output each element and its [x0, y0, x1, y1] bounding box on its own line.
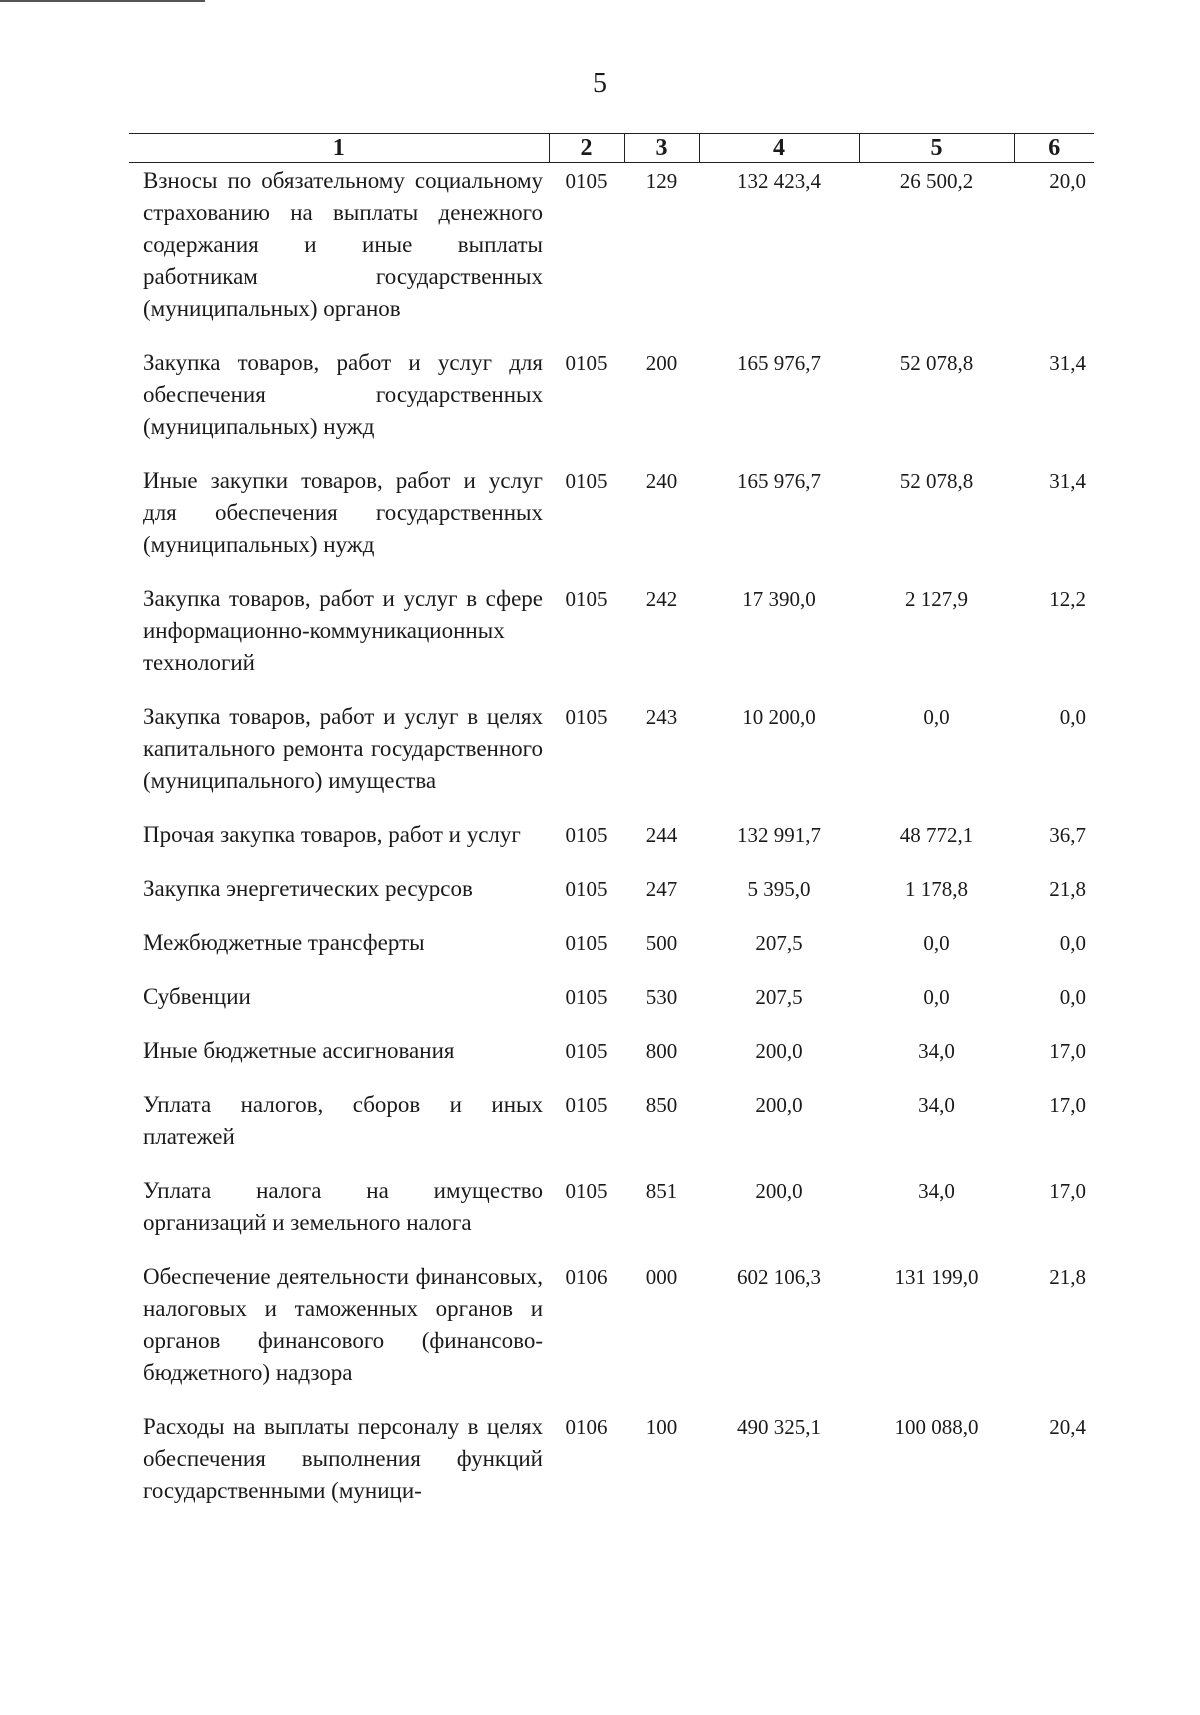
table-row [129, 1411, 1094, 1529]
row-execution-percent: 12,2 [1049, 587, 1086, 611]
row-expense-type-code: 500 [645, 931, 678, 955]
row-plan-amount: 132 991,7 [737, 823, 821, 847]
page-number: 5 [593, 68, 607, 99]
row-section-code: 0105 [565, 823, 608, 847]
row-description: Закупка товаров, работ и услуг в целях капитального ремонта государственного (муниципального) имущества [143, 704, 543, 793]
row-execution-percent: 21,8 [1049, 877, 1086, 901]
row-actual-amount: 0,0 [923, 985, 950, 1009]
row-plan-amount: 200,0 [755, 1093, 803, 1117]
row-plan-amount: 17 390,0 [742, 587, 816, 611]
row-section-code: 0105 [565, 1093, 608, 1117]
row-description: Взносы по обязательному социальному страхованию на выплаты денежного содержания и иные выплаты работникам государственных (муниципальных) органов [143, 168, 543, 321]
row-description: Уплата налога на имущество организаций и земельного налога [143, 1178, 543, 1235]
table-row [129, 981, 1094, 1035]
row-actual-amount: 2 127,9 [905, 587, 968, 611]
table-row [129, 701, 1094, 819]
row-description: Обеспечение деятельности финансовых, налоговых и таможенных органов и органов финансового (финансово-бюджетного) надзора [143, 1264, 543, 1385]
row-plan-amount: 200,0 [755, 1179, 803, 1203]
row-actual-amount: 1 178,8 [905, 877, 968, 901]
row-expense-type-code: 800 [645, 1039, 678, 1063]
row-actual-amount: 0,0 [923, 705, 950, 729]
row-plan-amount: 5 395,0 [747, 877, 811, 901]
row-plan-amount: 490 325,1 [737, 1415, 821, 1439]
row-description: Межбюджетные трансферты [143, 930, 425, 955]
table-row [129, 583, 1094, 701]
row-execution-percent: 17,0 [1049, 1179, 1086, 1203]
row-execution-percent: 31,4 [1049, 351, 1086, 375]
row-expense-type-code: 240 [645, 469, 678, 493]
row-plan-amount: 207,5 [755, 985, 803, 1009]
column-header: 2 [549, 134, 624, 163]
row-description: Субвенции [143, 984, 251, 1009]
row-execution-percent: 0,0 [1059, 705, 1086, 729]
row-plan-amount: 207,5 [755, 931, 803, 955]
row-expense-type-code: 100 [645, 1415, 678, 1439]
row-actual-amount: 34,0 [918, 1093, 955, 1117]
table-row [129, 1035, 1094, 1089]
row-plan-amount: 10 200,0 [742, 705, 816, 729]
table-row [129, 927, 1094, 981]
row-execution-percent: 20,4 [1049, 1415, 1086, 1439]
row-section-code: 0105 [565, 587, 608, 611]
table-header-row [129, 134, 1094, 163]
table-row [129, 1261, 1094, 1411]
row-section-code: 0106 [565, 1415, 608, 1439]
row-expense-type-code: 850 [645, 1093, 678, 1117]
row-section-code: 0105 [565, 985, 608, 1009]
row-description: Расходы на выплаты персоналу в целях обеспечения выполнения функций государственными (муници- [143, 1414, 543, 1503]
table-body [129, 163, 1094, 1530]
row-description: Закупка энергетических ресурсов [143, 876, 473, 901]
row-expense-type-code: 247 [645, 877, 678, 901]
row-expense-type-code: 243 [645, 705, 678, 729]
row-execution-percent: 20,0 [1049, 169, 1086, 193]
row-plan-amount: 602 106,3 [737, 1265, 821, 1289]
row-execution-percent: 17,0 [1049, 1093, 1086, 1117]
row-section-code: 0105 [565, 931, 608, 955]
row-execution-percent: 0,0 [1059, 985, 1086, 1009]
row-execution-percent: 31,4 [1049, 469, 1086, 493]
row-execution-percent: 17,0 [1049, 1039, 1086, 1063]
row-actual-amount: 26 500,2 [899, 169, 974, 193]
row-expense-type-code: 530 [645, 985, 678, 1009]
row-section-code: 0106 [565, 1265, 608, 1289]
scan-edge-line [0, 0, 205, 2]
row-execution-percent: 0,0 [1059, 931, 1086, 955]
row-execution-percent: 36,7 [1049, 823, 1086, 847]
row-section-code: 0105 [565, 351, 608, 375]
table-row [129, 347, 1094, 465]
row-description: Прочая закупка товаров, работ и услуг [143, 822, 521, 847]
row-description: Иные бюджетные ассигнования [143, 1038, 455, 1063]
row-section-code: 0105 [565, 705, 608, 729]
row-plan-amount: 132 423,4 [737, 169, 821, 193]
row-plan-amount: 200,0 [755, 1039, 803, 1063]
row-section-code: 0105 [565, 469, 608, 493]
row-description: Закупка товаров, работ и услуг в сфере информационно-коммуникационных технологий [143, 586, 543, 675]
row-description: Уплата налогов, сборов и иных платежей [143, 1092, 543, 1149]
row-expense-type-code: 242 [645, 587, 678, 611]
row-actual-amount: 131 199,0 [894, 1265, 979, 1289]
row-actual-amount: 48 772,1 [899, 823, 974, 847]
row-expense-type-code: 244 [645, 823, 678, 847]
row-plan-amount: 165 976,7 [737, 351, 821, 375]
row-expense-type-code: 129 [645, 169, 678, 193]
table-row [129, 873, 1094, 927]
table-row [129, 465, 1094, 583]
row-plan-amount: 165 976,7 [737, 469, 821, 493]
budget-table [129, 133, 1094, 1529]
row-actual-amount: 34,0 [918, 1179, 955, 1203]
row-expense-type-code: 200 [645, 351, 678, 375]
row-actual-amount: 34,0 [918, 1039, 955, 1063]
row-expense-type-code: 000 [645, 1265, 678, 1289]
row-section-code: 0105 [565, 1179, 608, 1203]
row-expense-type-code: 851 [645, 1179, 678, 1203]
row-section-code: 0105 [565, 877, 608, 901]
column-header: 4 [699, 134, 859, 163]
row-section-code: 0105 [565, 169, 608, 193]
row-description: Иные закупки товаров, работ и услуг для обеспечения государственных (муниципальных) нужд [143, 468, 543, 557]
table-row [129, 1089, 1094, 1175]
table-row [129, 163, 1094, 348]
row-section-code: 0105 [565, 1039, 608, 1063]
table-row [129, 1175, 1094, 1261]
row-execution-percent: 21,8 [1049, 1265, 1086, 1289]
column-header: 3 [624, 134, 699, 163]
column-header: 5 [859, 134, 1014, 163]
row-actual-amount: 52 078,8 [899, 469, 974, 493]
row-actual-amount: 0,0 [923, 931, 950, 955]
row-actual-amount: 100 088,0 [894, 1415, 979, 1439]
column-header: 6 [1014, 134, 1094, 163]
table-row [129, 819, 1094, 873]
row-description: Закупка товаров, работ и услуг для обеспечения государственных (муниципальных) нужд [143, 350, 543, 439]
column-header: 1 [129, 134, 549, 163]
row-actual-amount: 52 078,8 [899, 351, 974, 375]
